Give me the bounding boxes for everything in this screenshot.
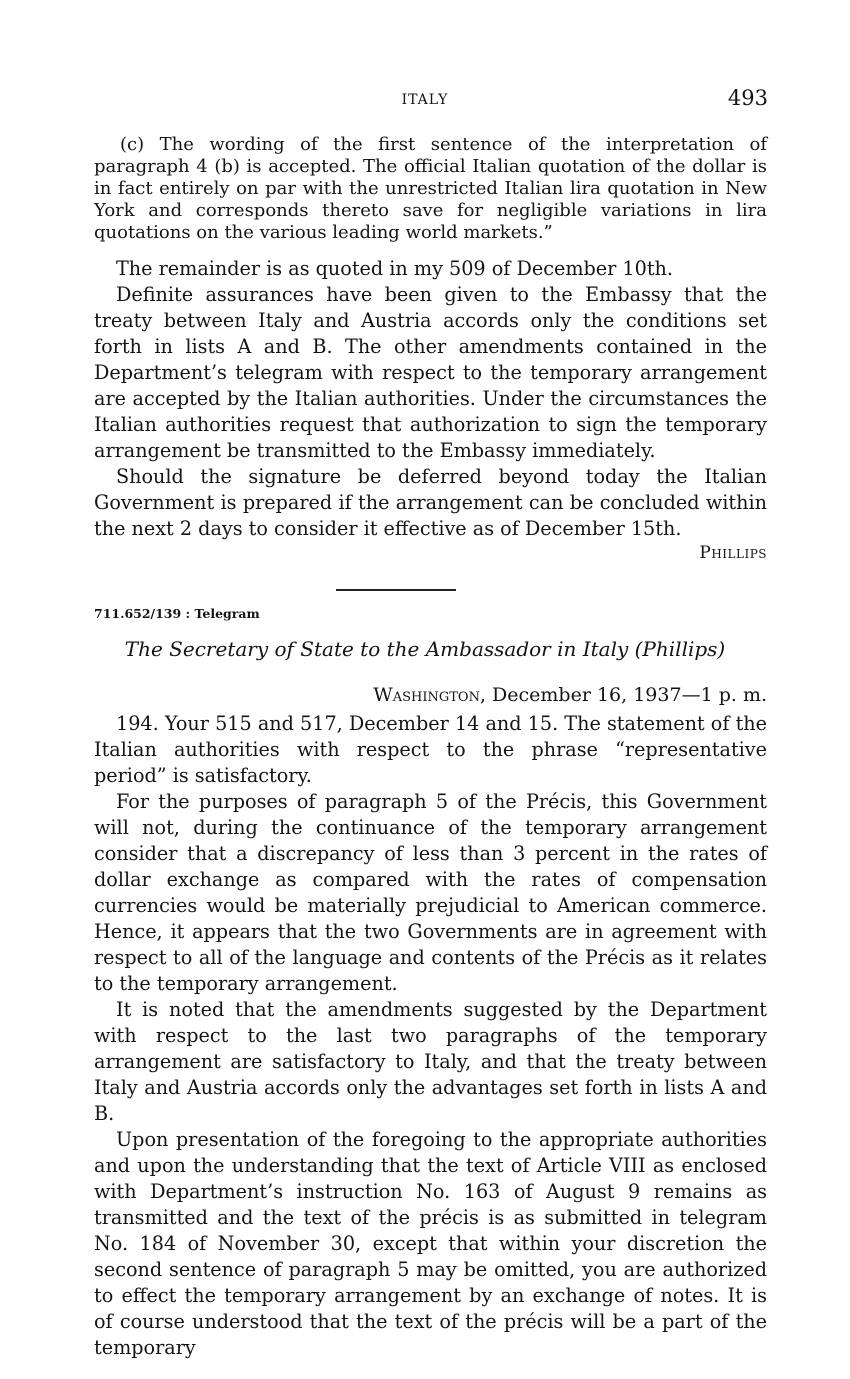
paragraph: 194. Your 515 and 517, December 14 and 15. The statement of the Italian authorities with respect to the phrase “representative period” is satisfactory.	[94, 712, 767, 787]
signature: Phillips	[699, 543, 767, 563]
dateline	[373, 684, 767, 706]
dateline-date: December 16, 1937—1 p. m.	[486, 684, 767, 706]
quote-text: (c) The wording of the first sentence of the interpretation of paragraph 4 (b) is accepted. The official Italian quotation of the dollar is in fact entirely on par with the unrestricted Italian lira quotation in New York and corresponds thereto save for negligible variations in lira quotations on the various leading world markets.”	[94, 134, 767, 243]
quoted-paragraph-c	[94, 134, 767, 244]
page-number: 493	[727, 86, 768, 110]
paragraph: Upon presentation of the foregoing to the appropriate authorities and upon the understanding that the text of Article VIII as enclosed with Department’s instruction No. 163 of August 9 remains as transmitted and the text of the précis is as submitted in telegram No. 184 of November 30, except that within your discretion the second sentence of paragraph 5 may be omitted, you are authorized to effect the temporary arrangement by an exchange of notes. It is of course understood that the text of the précis will be a part of the temporary	[94, 1128, 767, 1359]
file-reference: 711.652/139 : Telegram	[94, 606, 260, 621]
dateline-place: Washington,	[373, 684, 487, 706]
paragraph: For the purposes of paragraph 5 of the Précis, this Government will not, during the continuance of the temporary arrangement consider that a discrepancy of less than 3 percent in the rates of dollar exchange as compared with the rates of compensation currencies would be materially prejudicial to American commerce. Hence, it appears that the two Governments are in agreement with respect to all of the language and contents of the Précis as it relates to the temporary arrangement.	[94, 790, 767, 995]
paragraph: Should the signature be deferred beyond today the Italian Government is prepared if the arrangement can be concluded within the next 2 days to consider it effective as of December 15th.	[94, 465, 767, 540]
second-message-body	[94, 711, 767, 1361]
paragraph: The remainder is as quoted in my 509 of December 10th.	[116, 257, 674, 280]
first-message-body	[94, 256, 767, 542]
section-divider	[336, 589, 456, 591]
running-header: ITALY	[401, 92, 449, 108]
paragraph: Definite assurances have been given to the Embassy that the treaty between Italy and Austria accords only the conditions set forth in lists A and B. The other amendments contained in the Department’s telegram with respect to the temporary arrangement are accepted by the Italian authorities. Under the circumstances the Italian authorities request that authorization to sign the temporary arrangement be transmitted to the Embassy immediately.	[94, 283, 767, 462]
paragraph: It is noted that the amendments suggested by the Department with respect to the last two paragraphs of the temporary arrangement are satisfactory to Italy, and that the treaty between Italy and Austria accords only the advantages set forth in lists A and B.	[94, 998, 767, 1125]
document-title: The Secretary of State to the Ambassador in Italy (Phillips)	[124, 637, 726, 661]
